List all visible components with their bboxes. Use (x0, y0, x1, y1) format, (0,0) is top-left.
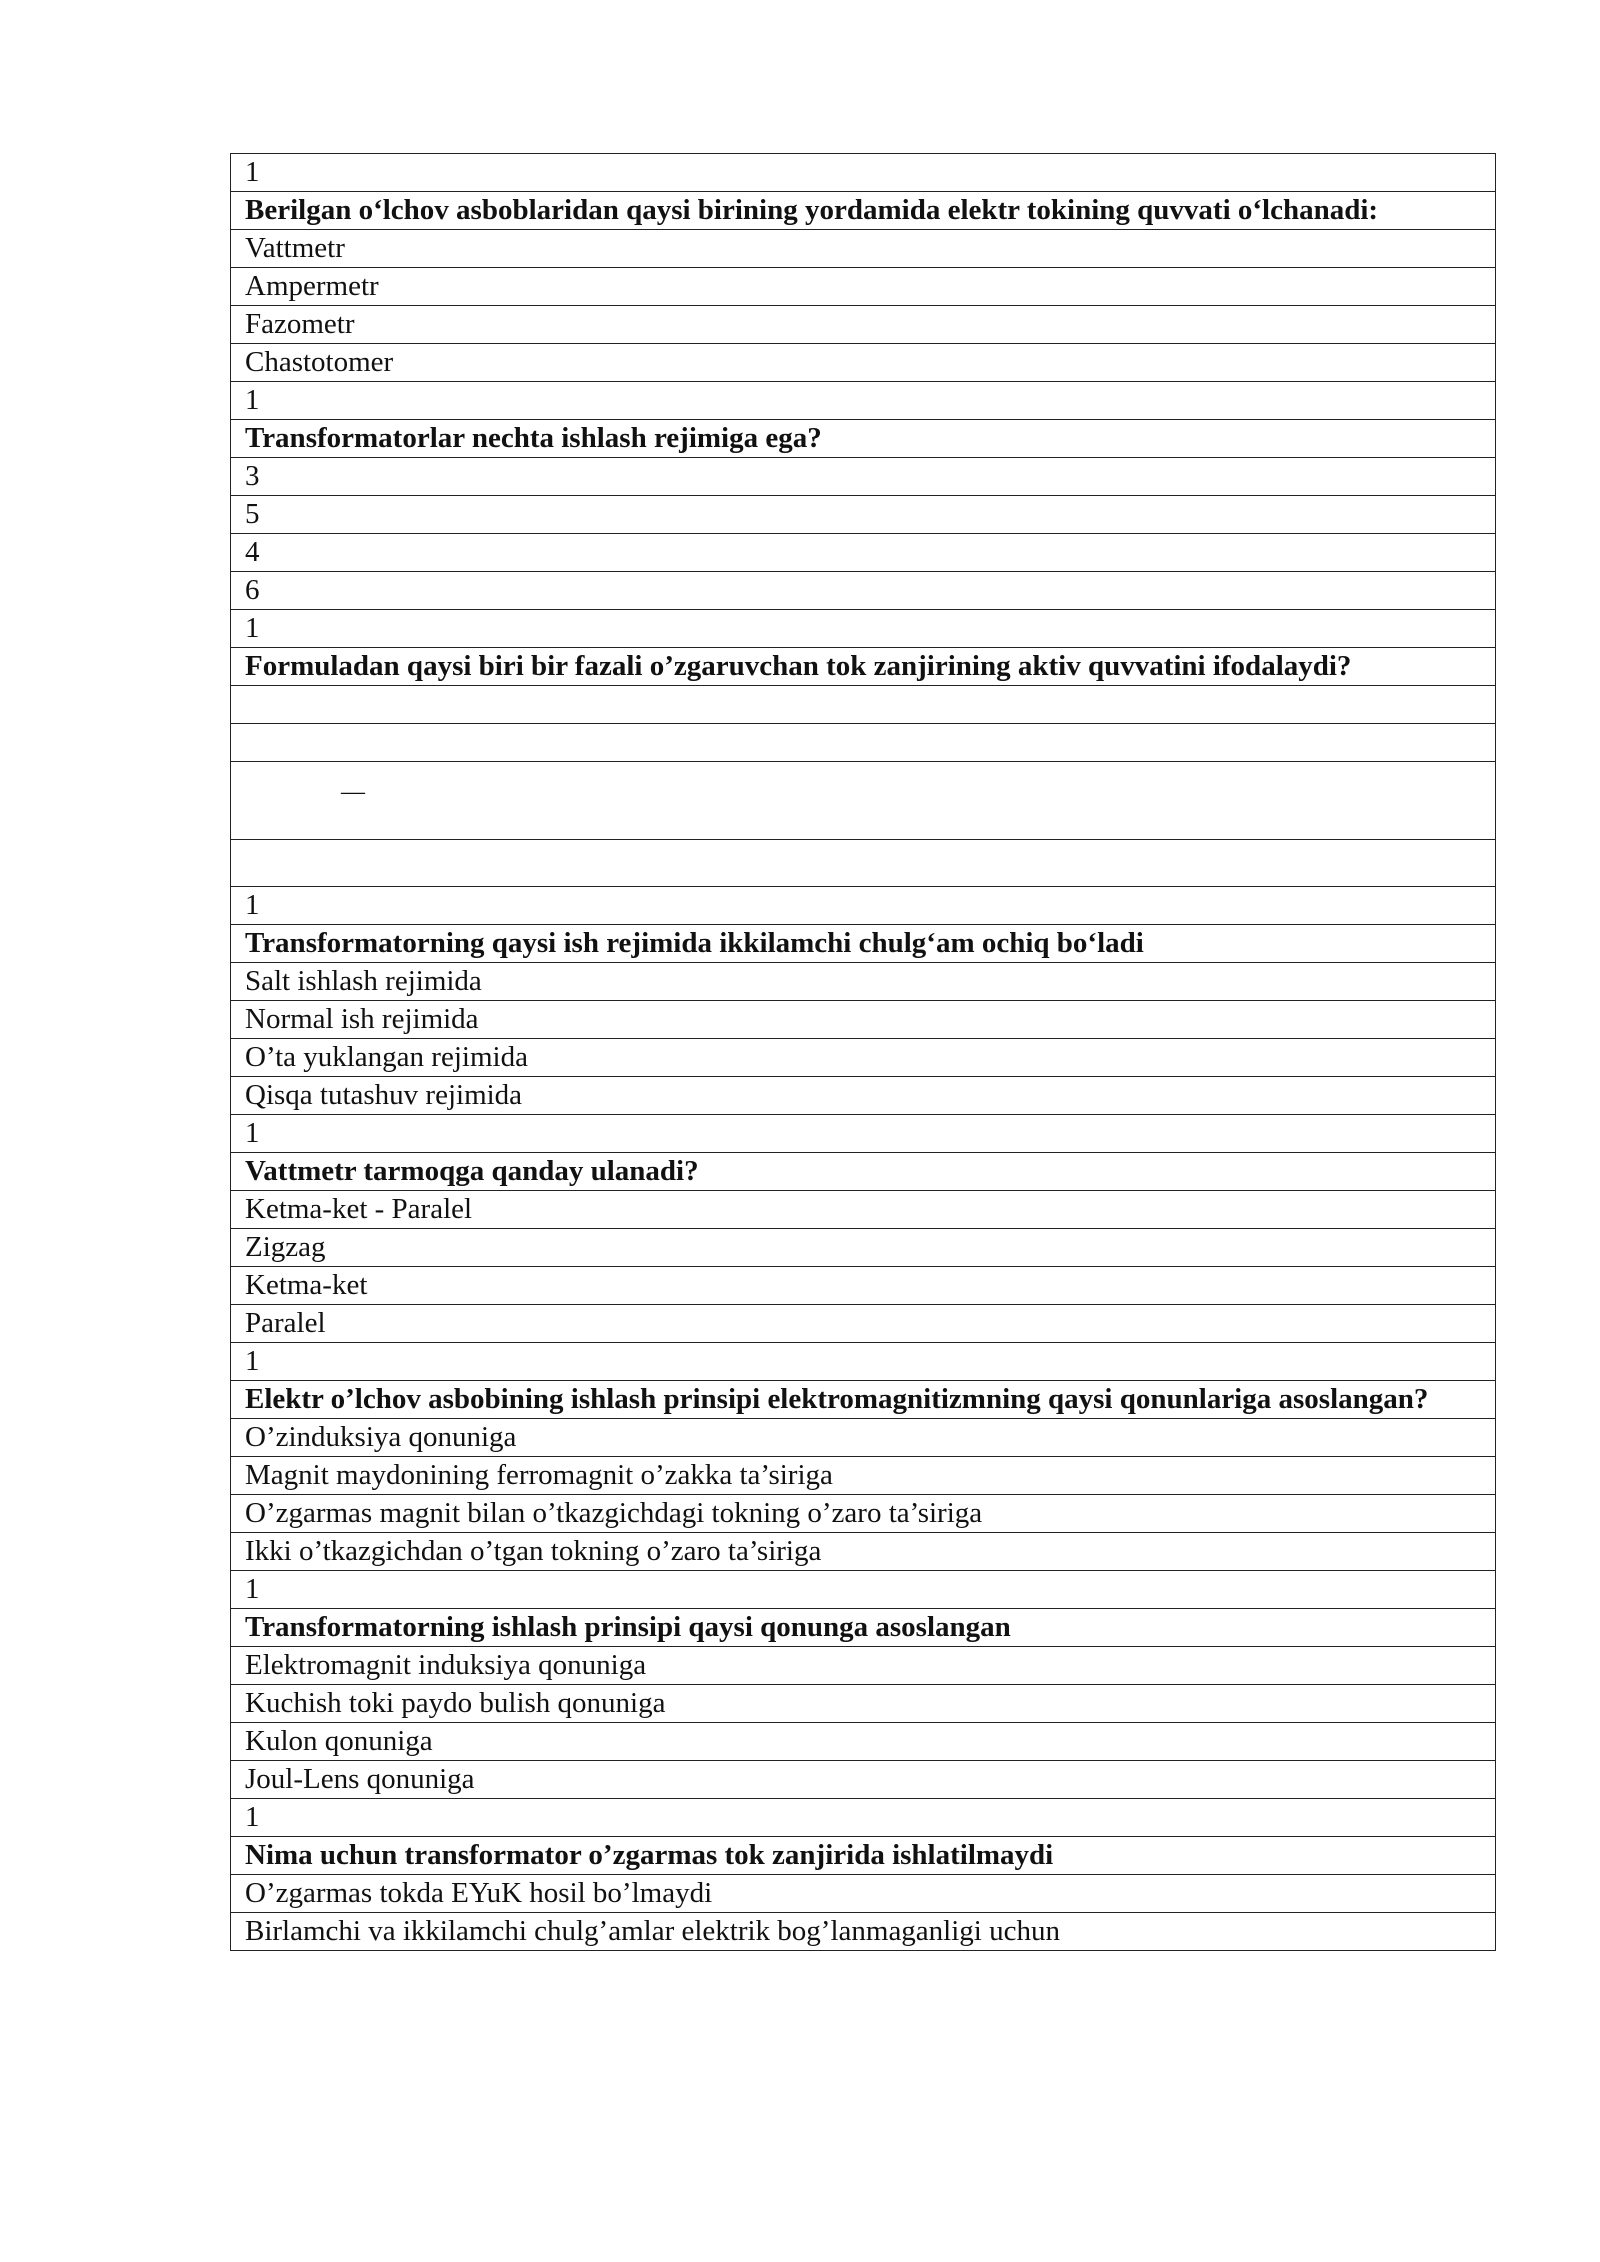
option-text: 5 (231, 496, 1496, 534)
option-row (231, 686, 1496, 724)
option-text: Magnit maydonining ferromagnit o’zakka ta’siriga (231, 1457, 1496, 1495)
option-row (231, 1267, 1496, 1305)
question-row (231, 648, 1496, 686)
option-text: 4 (231, 534, 1496, 572)
option-row (231, 762, 1496, 840)
option-text: Chastotomer (231, 344, 1496, 382)
question-number: 1 (231, 1343, 1496, 1381)
option-text: Vattmetr (231, 230, 1496, 268)
option-row (231, 1077, 1496, 1115)
option-row (231, 1305, 1496, 1343)
option-text: Fazometr (231, 306, 1496, 344)
option-row (231, 572, 1496, 610)
option-formula-blank (231, 724, 1496, 762)
question-text: Berilgan o‘lchov asboblaridan qaysi birining yordamida elektr tokining quvvati o‘lchanadi: (231, 192, 1496, 230)
option-row (231, 1229, 1496, 1267)
question-number-row (231, 382, 1496, 420)
option-row (231, 230, 1496, 268)
option-text: Paralel (231, 1305, 1496, 1343)
option-row (231, 496, 1496, 534)
option-formula-blank (231, 762, 1496, 840)
option-text: Kuchish toki paydo bulish qonuniga (231, 1685, 1496, 1723)
option-row (231, 458, 1496, 496)
question-number: 1 (231, 1799, 1496, 1837)
question-number: 1 (231, 154, 1496, 192)
option-row (231, 1039, 1496, 1077)
option-row (231, 1495, 1496, 1533)
question-number-row (231, 154, 1496, 192)
option-formula-blank (231, 686, 1496, 724)
question-row (231, 192, 1496, 230)
option-row (231, 1647, 1496, 1685)
option-row (231, 1913, 1496, 1951)
option-text: Ampermetr (231, 268, 1496, 306)
question-text: Nima uchun transformator o’zgarmas tok zanjirida ishlatilmaydi (231, 1837, 1496, 1875)
question-number-row (231, 610, 1496, 648)
option-text: Qisqa tutashuv rejimida (231, 1077, 1496, 1115)
question-number-row (231, 1571, 1496, 1609)
question-text: Transformatorning ishlash prinsipi qaysi qonunga asoslangan (231, 1609, 1496, 1647)
option-text: Joul-Lens qonuniga (231, 1761, 1496, 1799)
question-row (231, 1837, 1496, 1875)
option-row (231, 1533, 1496, 1571)
question-table (230, 153, 1496, 1951)
option-row (231, 268, 1496, 306)
option-text: Normal ish rejimida (231, 1001, 1496, 1039)
option-text: O’zgarmas tokda EYuK hosil bo’lmaydi (231, 1875, 1496, 1913)
option-row (231, 1001, 1496, 1039)
option-row (231, 1761, 1496, 1799)
option-row (231, 1685, 1496, 1723)
option-text: Elektromagnit induksiya qonuniga (231, 1647, 1496, 1685)
question-row (231, 925, 1496, 963)
question-row (231, 1609, 1496, 1647)
question-row (231, 1381, 1496, 1419)
option-row (231, 724, 1496, 762)
question-row (231, 1153, 1496, 1191)
question-number-row (231, 1799, 1496, 1837)
option-text: O’zinduksiya qonuniga (231, 1419, 1496, 1457)
option-row (231, 1875, 1496, 1913)
option-row (231, 840, 1496, 887)
question-number: 1 (231, 382, 1496, 420)
question-text: Vattmetr tarmoqga qanday ulanadi? (231, 1153, 1496, 1191)
option-text: Ikki o’tkazgichdan o’tgan tokning o’zaro ta’siriga (231, 1533, 1496, 1571)
option-text: 6 (231, 572, 1496, 610)
question-number-row (231, 1343, 1496, 1381)
question-text: Formuladan qaysi biri bir fazali o’zgaruvchan tok zanjirining aktiv quvvatini ifodalaydi? (231, 648, 1496, 686)
option-text: Zigzag (231, 1229, 1496, 1267)
option-text: Salt ishlash rejimida (231, 963, 1496, 1001)
option-row (231, 344, 1496, 382)
option-row (231, 1723, 1496, 1761)
question-number: 1 (231, 610, 1496, 648)
question-number: 1 (231, 1115, 1496, 1153)
option-text: Birlamchi va ikkilamchi chulg’amlar elektrik bog’lanmaganligi uchun (231, 1913, 1496, 1951)
option-text: Kulon qonuniga (231, 1723, 1496, 1761)
question-number-row (231, 887, 1496, 925)
option-row (231, 1419, 1496, 1457)
option-row (231, 534, 1496, 572)
option-text: 3 (231, 458, 1496, 496)
option-text: Ketma-ket (231, 1267, 1496, 1305)
question-number: 1 (231, 1571, 1496, 1609)
question-number-row (231, 1115, 1496, 1153)
option-formula-blank (231, 840, 1496, 887)
question-text: Elektr o’lchov asbobining ishlash prinsipi elektromagnitizmning qaysi qonunlariga asoslangan? (231, 1381, 1496, 1419)
option-text: O’zgarmas magnit bilan o’tkazgichdagi tokning o’zaro ta’siriga (231, 1495, 1496, 1533)
question-text: Transformatorning qaysi ish rejimida ikkilamchi chulg‘am ochiq bo‘ladi (231, 925, 1496, 963)
option-row (231, 306, 1496, 344)
option-text: Ketma-ket - Paralel (231, 1191, 1496, 1229)
option-row (231, 1457, 1496, 1495)
option-row (231, 1191, 1496, 1229)
option-row (231, 963, 1496, 1001)
formula-fraction-dash: — (341, 779, 365, 805)
question-number: 1 (231, 887, 1496, 925)
question-text: Transformatorlar nechta ishlash rejimiga ega? (231, 420, 1496, 458)
question-row (231, 420, 1496, 458)
option-text: O’ta yuklangan rejimida (231, 1039, 1496, 1077)
